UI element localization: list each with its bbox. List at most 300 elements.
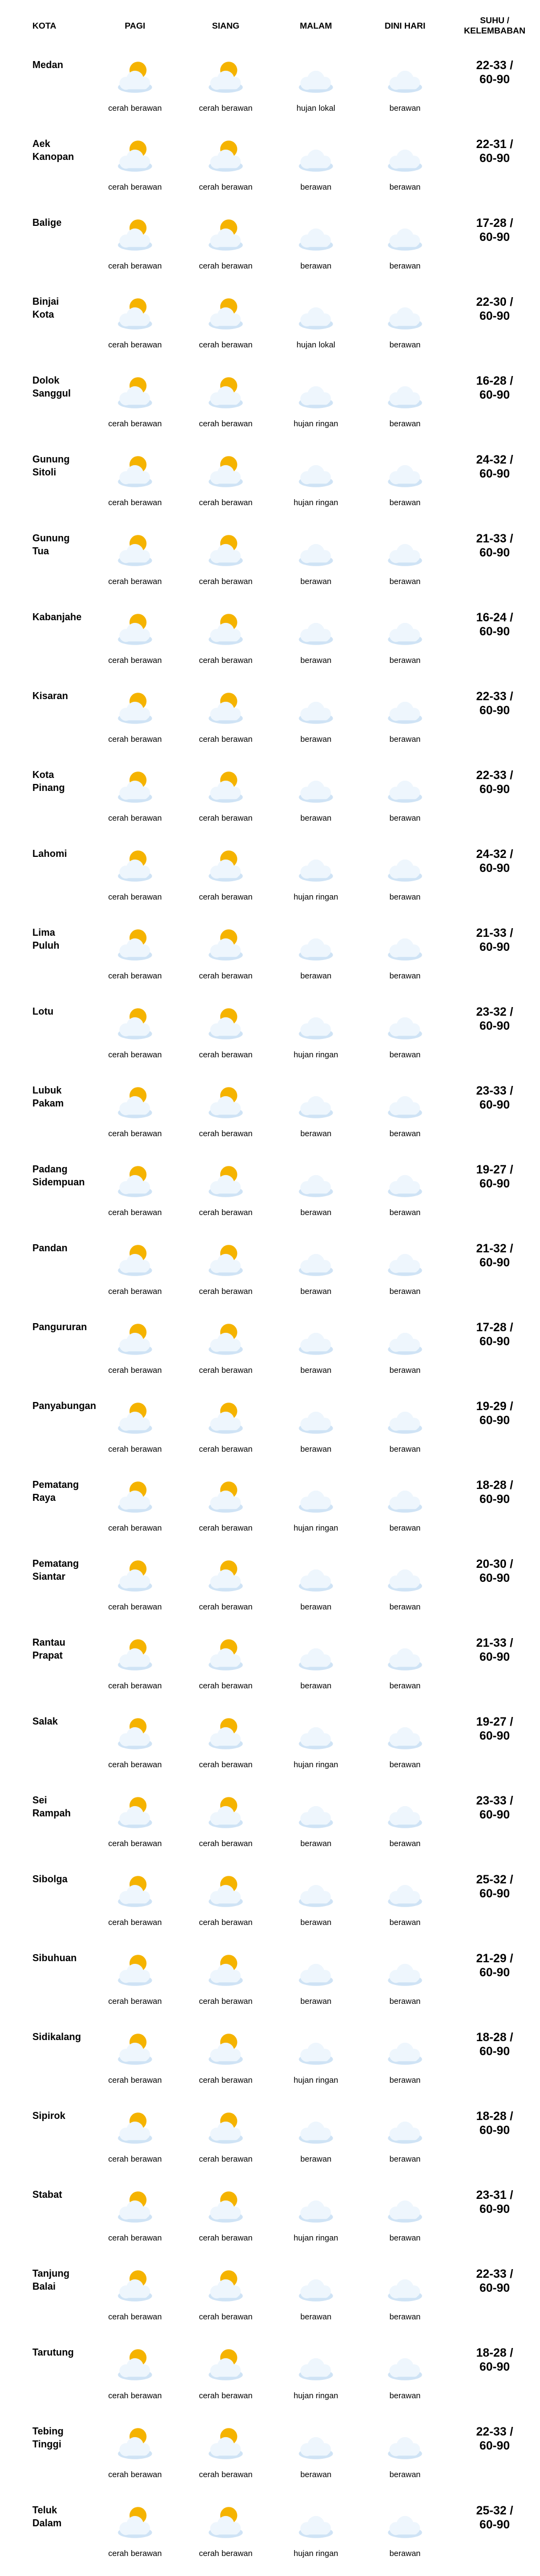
condition-label: berawan [300, 1681, 332, 1691]
header-pagi: PAGI [125, 21, 145, 31]
forecast-pagi [94, 1945, 176, 2024]
humidity-range: 60-90 [479, 2202, 510, 2216]
cloud-icon [381, 1318, 429, 1360]
cloud-icon [292, 2501, 340, 2544]
forecast-malam [275, 1787, 356, 1866]
condition-label: berawan [389, 1760, 421, 1769]
sun-cloud-icon [111, 2107, 159, 2149]
condition-label: cerah berawan [108, 1287, 162, 1296]
sun-cloud-icon [201, 2265, 250, 2307]
sun-cloud-icon [201, 529, 250, 572]
forecast-siang [185, 1393, 266, 1472]
cloud-icon [381, 1949, 429, 1991]
cloud-icon [292, 1713, 340, 1755]
city-name [32, 216, 103, 229]
city-name [32, 2504, 103, 2530]
temperature-range: 16-24 / [476, 611, 514, 624]
forecast-siang [185, 2418, 266, 2497]
condition-label: cerah berawan [199, 2076, 253, 2085]
sun-cloud-icon [201, 451, 250, 493]
temp-humidity [458, 2030, 531, 2058]
cloud-icon [381, 214, 429, 256]
forecast-dini [364, 52, 446, 131]
city-name-line: Tua [32, 546, 49, 556]
condition-label: berawan [389, 814, 421, 823]
forecast-malam [275, 920, 356, 998]
city-name [32, 689, 103, 702]
sun-cloud-icon [201, 608, 250, 650]
condition-label: cerah berawan [108, 340, 162, 350]
humidity-range: 60-90 [479, 2044, 510, 2058]
forecast-dini [364, 210, 446, 289]
sun-cloud-icon [111, 529, 159, 572]
sun-cloud-icon [111, 1397, 159, 1439]
temp-humidity [458, 295, 531, 323]
forecast-malam [275, 683, 356, 762]
table-row [0, 2497, 540, 2576]
humidity-range: 60-90 [479, 940, 510, 954]
city-name [32, 926, 103, 952]
condition-label: cerah berawan [199, 1287, 253, 1296]
header-suhu-line1: SUHU / [480, 16, 510, 25]
sun-cloud-icon [201, 56, 250, 98]
cloud-icon [381, 1870, 429, 1913]
sun-cloud-icon [111, 372, 159, 414]
header-kota: KOTA [32, 21, 57, 31]
humidity-range: 60-90 [479, 467, 510, 480]
cloud-icon [381, 372, 429, 414]
sun-cloud-icon [111, 56, 159, 98]
temp-humidity [458, 137, 531, 165]
table-row [0, 52, 540, 131]
cloud-icon [292, 924, 340, 966]
cloud-icon [292, 1555, 340, 1597]
forecast-siang [185, 2103, 266, 2182]
humidity-range: 60-90 [479, 2439, 510, 2452]
city-name-line: Kota [32, 309, 54, 320]
condition-label: cerah berawan [199, 893, 253, 902]
sun-cloud-icon [201, 1082, 250, 1124]
city-name-line: Gunung [32, 454, 70, 465]
forecast-pagi [94, 2103, 176, 2182]
forecast-dini [364, 367, 446, 446]
forecast-pagi [94, 1235, 176, 1314]
condition-label: berawan [389, 656, 421, 665]
city-name [32, 1873, 103, 1886]
condition-label: cerah berawan [199, 1681, 253, 1691]
cloud-icon [292, 1870, 340, 1913]
humidity-range: 60-90 [479, 1492, 510, 1506]
condition-label: cerah berawan [199, 261, 253, 271]
condition-label: cerah berawan [199, 735, 253, 744]
forecast-pagi [94, 2182, 176, 2260]
humidity-range: 60-90 [479, 1571, 510, 1585]
sun-cloud-icon [111, 293, 159, 335]
cloud-icon [381, 1239, 429, 1282]
condition-label: berawan [389, 2233, 421, 2243]
forecast-dini [364, 2339, 446, 2418]
condition-label: berawan [389, 2155, 421, 2164]
forecast-siang [185, 1472, 266, 1551]
condition-label: cerah berawan [199, 971, 253, 981]
humidity-range: 60-90 [479, 703, 510, 717]
condition-label: cerah berawan [108, 183, 162, 192]
condition-label: berawan [389, 2470, 421, 2479]
condition-label: hujan lokal [296, 340, 335, 350]
sun-cloud-icon [201, 372, 250, 414]
sun-cloud-icon [111, 1949, 159, 1991]
city-name-line: Medan [32, 59, 64, 70]
temp-humidity [458, 2504, 531, 2532]
cloud-icon [292, 1318, 340, 1360]
condition-label: cerah berawan [108, 261, 162, 271]
condition-label: cerah berawan [199, 2470, 253, 2479]
condition-label: berawan [300, 1918, 332, 1927]
forecast-pagi [94, 1393, 176, 1472]
city-name-line: Tanjung [32, 2268, 70, 2279]
table-row [0, 2103, 540, 2182]
condition-label: berawan [300, 1287, 332, 1296]
sun-cloud-icon [111, 1476, 159, 1518]
condition-label: berawan [389, 971, 421, 981]
cloud-icon [381, 56, 429, 98]
condition-label: berawan [389, 1524, 421, 1533]
forecast-dini [364, 1551, 446, 1629]
condition-label: berawan [389, 1129, 421, 1138]
cloud-icon [381, 608, 429, 650]
sun-cloud-icon [111, 2265, 159, 2307]
condition-label: cerah berawan [199, 577, 253, 586]
city-name [32, 1163, 103, 1189]
condition-label: berawan [300, 971, 332, 981]
humidity-range: 60-90 [479, 1965, 510, 1979]
temp-humidity [458, 1636, 531, 1664]
temperature-range: 18-28 / [476, 2109, 514, 2123]
forecast-dini [364, 1393, 446, 1472]
condition-label: cerah berawan [199, 2391, 253, 2400]
condition-label: berawan [389, 1918, 421, 1927]
table-row [0, 998, 540, 1077]
sun-cloud-icon [111, 687, 159, 729]
header-malam: MALAM [300, 21, 332, 31]
humidity-range: 60-90 [479, 1256, 510, 1269]
condition-label: cerah berawan [199, 1997, 253, 2006]
forecast-siang [185, 1077, 266, 1156]
forecast-siang [185, 446, 266, 525]
cloud-icon [381, 1160, 429, 1203]
city-name [32, 532, 103, 558]
temp-humidity [458, 216, 531, 244]
sun-cloud-icon [111, 2186, 159, 2228]
cloud-icon [381, 2265, 429, 2307]
forecast-dini [364, 1866, 446, 1945]
sun-cloud-icon [111, 608, 159, 650]
humidity-range: 60-90 [479, 1177, 510, 1190]
temperature-range: 21-33 / [476, 532, 514, 545]
city-name-line: Tinggi [32, 2439, 62, 2450]
condition-label: berawan [389, 340, 421, 350]
city-name-line: Pandan [32, 1243, 68, 1253]
cloud-icon [381, 1634, 429, 1676]
forecast-pagi [94, 367, 176, 446]
condition-label: berawan [300, 2312, 332, 2322]
cloud-icon [381, 2423, 429, 2465]
cloud-icon [292, 293, 340, 335]
forecast-siang [185, 2182, 266, 2260]
forecast-dini [364, 289, 446, 367]
condition-label: berawan [300, 1839, 332, 1848]
city-name-line: Lotu [32, 1006, 53, 1017]
forecast-pagi [94, 2024, 176, 2103]
sun-cloud-icon [201, 924, 250, 966]
condition-label: berawan [389, 2312, 421, 2322]
city-name-line: Rampah [32, 1808, 71, 1819]
forecast-pagi [94, 2260, 176, 2339]
condition-label: cerah berawan [199, 1129, 253, 1138]
table-row [0, 131, 540, 210]
sun-cloud-icon [111, 135, 159, 177]
forecast-dini [364, 1156, 446, 1235]
city-name [32, 1242, 103, 1255]
cloud-icon [292, 687, 340, 729]
table-row [0, 1235, 540, 1314]
sun-cloud-icon [201, 1792, 250, 1834]
condition-label: cerah berawan [108, 1366, 162, 1375]
forecast-dini [364, 998, 446, 1077]
forecast-malam [275, 2103, 356, 2182]
city-name-line: Kisaran [32, 690, 69, 701]
city-name [32, 453, 103, 479]
cloud-icon [292, 1634, 340, 1676]
condition-label: cerah berawan [108, 2233, 162, 2243]
humidity-range: 60-90 [479, 1098, 510, 1111]
sun-cloud-icon [201, 766, 250, 808]
forecast-malam [275, 2260, 356, 2339]
temp-humidity [458, 2188, 531, 2216]
humidity-range: 60-90 [479, 1019, 510, 1032]
forecast-pagi [94, 446, 176, 525]
forecast-siang [185, 1629, 266, 1708]
table-row [0, 446, 540, 525]
city-name-line: Panyabungan [32, 1400, 97, 1411]
sun-cloud-icon [111, 1713, 159, 1755]
forecast-siang [185, 367, 266, 446]
condition-label: cerah berawan [108, 2549, 162, 2558]
condition-label: berawan [389, 2549, 421, 2558]
table-row [0, 289, 540, 367]
forecast-siang [185, 1235, 266, 1314]
cloud-icon [381, 451, 429, 493]
forecast-dini [364, 1077, 446, 1156]
condition-label: cerah berawan [199, 2155, 253, 2164]
condition-label: berawan [389, 419, 421, 428]
humidity-range: 60-90 [479, 1413, 510, 1427]
sun-cloud-icon [201, 2107, 250, 2149]
humidity-range: 60-90 [479, 782, 510, 796]
condition-label: cerah berawan [108, 498, 162, 507]
city-name [32, 847, 103, 860]
cloud-icon [292, 2028, 340, 2070]
cloud-icon [292, 2344, 340, 2386]
cloud-icon [292, 2423, 340, 2465]
header-siang: SIANG [212, 21, 240, 31]
condition-label: cerah berawan [108, 1129, 162, 1138]
condition-label: berawan [300, 1997, 332, 2006]
condition-label: cerah berawan [199, 2312, 253, 2322]
cloud-icon [381, 2028, 429, 2070]
temp-humidity [458, 2425, 531, 2453]
condition-label: berawan [389, 1287, 421, 1296]
condition-label: berawan [389, 735, 421, 744]
forecast-malam [275, 1629, 356, 1708]
temperature-range: 23-32 / [476, 1005, 514, 1018]
table-row [0, 604, 540, 683]
table-row [0, 1393, 540, 1472]
forecast-dini [364, 2103, 446, 2182]
forecast-malam [275, 446, 356, 525]
cloud-icon [381, 1397, 429, 1439]
forecast-malam [275, 998, 356, 1077]
condition-label: berawan [300, 1602, 332, 1612]
condition-label: berawan [389, 577, 421, 586]
sun-cloud-icon [111, 2501, 159, 2544]
condition-label: cerah berawan [108, 1997, 162, 2006]
table-row [0, 683, 540, 762]
condition-label: cerah berawan [199, 1918, 253, 1927]
temp-humidity [458, 768, 531, 796]
city-name-line: Tebing [32, 2426, 64, 2437]
table-row [0, 920, 540, 998]
city-name-line: Sidikalang [32, 2031, 82, 2042]
forecast-malam [275, 1077, 356, 1156]
condition-label: berawan [300, 1129, 332, 1138]
cloud-icon [381, 1476, 429, 1518]
cloud-icon [292, 608, 340, 650]
condition-label: cerah berawan [199, 1602, 253, 1612]
condition-label: berawan [300, 577, 332, 586]
cloud-icon [381, 293, 429, 335]
forecast-siang [185, 2339, 266, 2418]
cloud-icon [381, 529, 429, 572]
table-row [0, 2182, 540, 2260]
forecast-dini [364, 2024, 446, 2103]
forecast-dini [364, 1235, 446, 1314]
condition-label: hujan ringan [293, 1524, 339, 1533]
temp-humidity [458, 374, 531, 402]
cloud-icon [292, 1397, 340, 1439]
header-suhu-line2: KELEMBABAN [464, 26, 525, 36]
sun-cloud-icon [201, 214, 250, 256]
sun-cloud-icon [201, 2028, 250, 2070]
forecast-malam [275, 1472, 356, 1551]
forecast-malam [275, 2024, 356, 2103]
forecast-pagi [94, 2497, 176, 2576]
condition-label: cerah berawan [108, 1208, 162, 1217]
forecast-dini [364, 2497, 446, 2576]
condition-label: berawan [389, 2076, 421, 2085]
table-row [0, 1077, 540, 1156]
forecast-siang [185, 525, 266, 604]
temp-humidity [458, 453, 531, 481]
forecast-dini [364, 1314, 446, 1393]
table-row [0, 1551, 540, 1629]
forecast-siang [185, 289, 266, 367]
sun-cloud-icon [201, 1318, 250, 1360]
condition-label: berawan [389, 1839, 421, 1848]
condition-label: cerah berawan [199, 1760, 253, 1769]
city-name [32, 1557, 103, 1583]
city-name-line: Pangururan [32, 1321, 87, 1332]
temp-humidity [458, 1242, 531, 1270]
forecast-malam [275, 1156, 356, 1235]
city-name [32, 768, 103, 794]
temperature-range: 24-32 / [476, 453, 514, 466]
forecast-dini [364, 1629, 446, 1708]
condition-label: berawan [300, 1366, 332, 1375]
forecast-pagi [94, 841, 176, 920]
city-name-line: Kota [32, 769, 54, 780]
temperature-range: 24-32 / [476, 847, 514, 861]
condition-label: cerah berawan [199, 1366, 253, 1375]
condition-label: hujan ringan [293, 2076, 339, 2085]
forecast-malam [275, 1235, 356, 1314]
humidity-range: 60-90 [479, 1808, 510, 1821]
city-name-line: Raya [32, 1492, 56, 1503]
cloud-icon [381, 1555, 429, 1597]
condition-label: berawan [389, 1445, 421, 1454]
condition-label: hujan ringan [293, 2549, 339, 2558]
city-name-line: Sei [32, 1795, 48, 1806]
temperature-range: 17-28 / [476, 216, 514, 230]
forecast-siang [185, 2024, 266, 2103]
condition-label: hujan lokal [296, 104, 335, 113]
forecast-malam [275, 1866, 356, 1945]
forecast-dini [364, 1472, 446, 1551]
cloud-icon [292, 2265, 340, 2307]
condition-label: hujan ringan [293, 2233, 339, 2243]
condition-label: berawan [389, 498, 421, 507]
condition-label: berawan [389, 261, 421, 271]
city-name-line: Dalam [32, 2518, 62, 2528]
table-row [0, 525, 540, 604]
condition-label: cerah berawan [108, 419, 162, 428]
city-name-line: Aek [32, 138, 51, 149]
temp-humidity [458, 611, 531, 639]
forecast-dini [364, 1945, 446, 2024]
temperature-range: 22-33 / [476, 2267, 514, 2280]
forecast-malam [275, 525, 356, 604]
forecast-pagi [94, 52, 176, 131]
cloud-icon [381, 1003, 429, 1045]
temperature-range: 20-30 / [476, 1557, 514, 1571]
humidity-range: 60-90 [479, 1334, 510, 1348]
sun-cloud-icon [201, 2501, 250, 2544]
forecast-dini [364, 604, 446, 683]
forecast-malam [275, 1314, 356, 1393]
city-name [32, 1084, 103, 1110]
forecast-dini [364, 1787, 446, 1866]
condition-label: cerah berawan [199, 1839, 253, 1848]
header-suhu-kelembaban [454, 0, 536, 52]
cloud-icon [292, 214, 340, 256]
table-row [0, 841, 540, 920]
sun-cloud-icon [111, 1160, 159, 1203]
cloud-icon [292, 1160, 340, 1203]
city-name-line: Balai [32, 2281, 56, 2292]
city-name [32, 2188, 103, 2201]
forecast-malam [275, 2497, 356, 2576]
sun-cloud-icon [201, 1949, 250, 1991]
